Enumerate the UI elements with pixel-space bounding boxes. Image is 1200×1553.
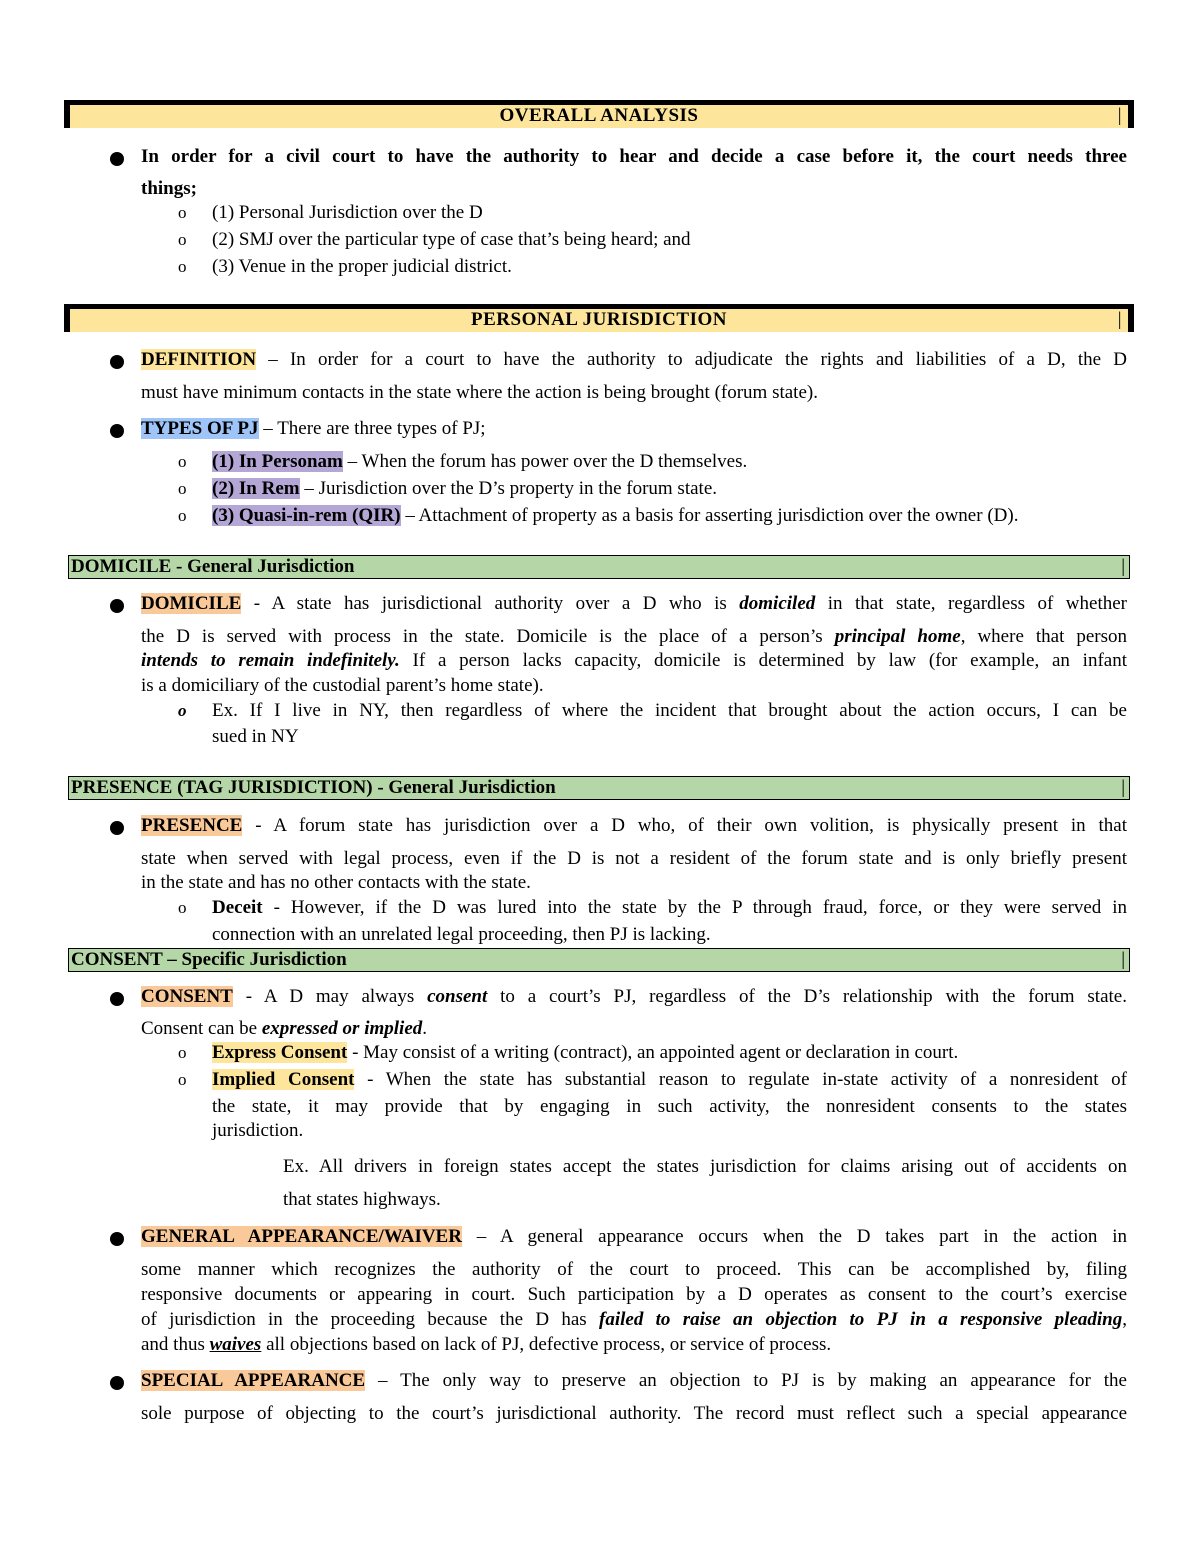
domicile-emphasis: intends to remain indefinitely.: [141, 650, 400, 671]
general-appearance-emphasis: waives: [209, 1334, 262, 1355]
general-appearance-text: of jurisdiction in the proceeding because the D has: [141, 1309, 600, 1330]
special-appearance-line1: [141, 1369, 1127, 1393]
implied-consent-line3: jurisdiction.: [212, 1120, 304, 1141]
bullet-icon: [110, 424, 124, 438]
presence-term: PRESENCE: [141, 815, 243, 836]
presence-line2: state when served with legal process, even if the D is not a resident of the forum state and is only briefly present: [141, 848, 1127, 869]
general-appearance-text: and thus: [141, 1334, 210, 1355]
types-text: – There are three types of PJ;: [258, 418, 486, 439]
sub-bullet-icon: o: [178, 701, 187, 720]
special-appearance-text: – The only way to preserve an objection to PJ is by making an appearance for the: [365, 1370, 1127, 1391]
type-term: (1) In Personam: [212, 451, 343, 472]
pj-types-line: [141, 417, 486, 441]
presence-line3: in the state and has no other contacts with the state.: [141, 872, 531, 893]
domicile-example-line2: sued in NY: [212, 726, 299, 747]
sub-bullet-icon: o: [178, 506, 187, 525]
deceit-term: Deceit: [212, 897, 263, 918]
bullet-icon: [110, 821, 124, 835]
domicile-emphasis: domiciled: [739, 593, 816, 614]
deceit-line2: connection with an unrelated legal proceeding, then PJ is lacking.: [212, 924, 711, 945]
implied-consent-line1: [212, 1068, 1127, 1092]
general-appearance-text: – A general appearance occurs when the D takes part in the action in: [461, 1226, 1127, 1247]
consent-line2: [141, 1017, 427, 1041]
general-appearance-text: ,: [1122, 1309, 1127, 1330]
bullet-icon: [110, 992, 124, 1006]
domicile-line4: is a domiciliary of the custodial parent’s home state).: [141, 675, 544, 696]
type-text: – Attachment of property as a basis for asserting jurisdiction over the owner (D).: [400, 505, 1019, 526]
pj-definition-line2: must have minimum contacts in the state where the action is being brought (forum state).: [141, 382, 818, 403]
general-appearance-line4: [141, 1308, 1127, 1332]
express-consent-line: [212, 1041, 958, 1065]
special-appearance-term: SPECIAL APPEARANCE: [141, 1370, 366, 1391]
domicile-example-line1: Ex. If I live in NY, then regardless of where the incident that brought about the action occurs, I can be: [212, 700, 1127, 721]
type-text: – Jurisdiction over the D’s property in the forum state.: [299, 478, 717, 499]
consent-section-bar: [68, 948, 1130, 972]
overall-item-2: (2) SMJ over the particular type of case that’s being heard; and: [212, 229, 691, 250]
presence-text: - A forum state has jurisdiction over a D who, of their own volition, is physically present in that: [242, 815, 1127, 836]
deceit-line1: [212, 896, 1127, 920]
pj-type-qir: [212, 504, 1018, 528]
overall-item-1: (1) Personal Jurisdiction over the D: [212, 202, 483, 223]
general-appearance-line1: [141, 1225, 1127, 1249]
domicile-text: the D is served with process in the state. Domicile is the place of a person’s: [141, 626, 835, 647]
domicile-title: DOMICILE - General Jurisdiction: [71, 556, 355, 577]
section-bar-end: |: [1121, 777, 1125, 798]
domicile-line3: [141, 649, 1127, 673]
consent-emphasis: consent: [427, 986, 488, 1007]
section-bar-end: |: [1121, 949, 1125, 970]
consent-example-line1: Ex. All drivers in foreign states accept the states jurisdiction for claims arising out of accidents on: [283, 1156, 1127, 1177]
consent-text: to a court’s PJ, regardless of the D’s relationship with the forum state.: [487, 986, 1127, 1007]
domicile-line1: [141, 592, 1127, 616]
sub-bullet-icon: o: [178, 257, 187, 276]
implied-consent-text: - When the state has substantial reason to regulate in-state activity of a nonresident of: [354, 1069, 1127, 1090]
consent-term: CONSENT: [141, 986, 233, 1007]
domicile-section-bar: [68, 555, 1130, 579]
pj-definition-line1: [141, 348, 1127, 372]
definition-text: – In order for a court to have the authority to adjudicate the rights and liabilities of a D, the D: [256, 349, 1127, 370]
type-text: – When the forum has power over the D themselves.: [342, 451, 748, 472]
domicile-line2: [141, 625, 1127, 649]
domicile-text: - A state has jurisdictional authority over a D who is: [241, 593, 740, 614]
bullet-icon: [110, 1232, 124, 1246]
consent-emphasis: expressed or implied: [261, 1018, 423, 1039]
consent-line1: [141, 985, 1127, 1009]
consent-title: CONSENT – Specific Jurisdiction: [71, 949, 347, 970]
special-appearance-line2: sole purpose of objecting to the court’s jurisdictional authority. The record must reflect such a special appearance: [141, 1403, 1127, 1424]
express-consent-term: Express Consent: [212, 1042, 348, 1063]
general-appearance-line5: [141, 1333, 831, 1357]
bullet-icon: [110, 152, 124, 166]
bullet-icon: [110, 599, 124, 613]
consent-text: - A D may always: [232, 986, 428, 1007]
presence-title: PRESENCE (TAG JURISDICTION) - General Jurisdiction: [71, 777, 556, 798]
consent-example-line2: that states highways.: [283, 1189, 441, 1210]
sub-bullet-icon: o: [178, 1070, 187, 1089]
general-appearance-text: all objections based on lack of PJ, defective process, or service of process.: [261, 1334, 832, 1355]
deceit-text: - However, if the D was lured into the state by the P through fraud, force, or they were served in: [262, 897, 1127, 918]
type-term: (2) In Rem: [212, 478, 300, 499]
pj-type-in-rem: [212, 477, 717, 501]
overall-intro-line1: In order for a civil court to have the authority to hear and decide a case before it, the court needs three: [141, 146, 1127, 167]
section-bar-end: |: [1121, 556, 1125, 577]
sub-bullet-icon: o: [178, 479, 187, 498]
sub-bullet-icon: o: [178, 1043, 187, 1062]
consent-text: .: [422, 1018, 428, 1039]
implied-consent-term: Implied Consent: [212, 1069, 355, 1090]
overall-intro-line2: things;: [141, 178, 197, 199]
personal-jurisdiction-heading: [64, 304, 1134, 332]
sub-bullet-icon: o: [178, 452, 187, 471]
overall-item-3: (3) Venue in the proper judicial district.: [212, 256, 512, 277]
general-appearance-line2: some manner which recognizes the authority of the court to proceed. This can be accomplished by, filing: [141, 1259, 1127, 1280]
bullet-icon: [110, 355, 124, 369]
pj-type-in-personam: [212, 450, 747, 474]
domicile-emphasis: principal home: [834, 626, 961, 647]
sub-bullet-icon: o: [178, 203, 187, 222]
types-term: TYPES OF PJ: [141, 418, 259, 439]
domicile-text: If a person lacks capacity, domicile is determined by law (for example, an infant: [399, 650, 1127, 671]
type-term: (3) Quasi-in-rem (QIR): [212, 505, 401, 526]
bullet-icon: [110, 1376, 124, 1390]
domicile-text: in that state, regardless of whether: [815, 593, 1127, 614]
express-consent-text: - May consist of a writing (contract), an appointed agent or declaration in court.: [347, 1042, 959, 1063]
domicile-term: DOMICILE: [141, 593, 242, 614]
heading-bar-end: |: [1117, 105, 1122, 126]
sub-bullet-icon: o: [178, 898, 187, 917]
general-appearance-line3: responsive documents or appearing in court. Such participation by a D operates as consent to the court’s exercise: [141, 1284, 1127, 1305]
consent-text: Consent can be: [141, 1018, 262, 1039]
sub-bullet-icon: o: [178, 230, 187, 249]
presence-section-bar: [68, 776, 1130, 800]
general-appearance-emphasis: failed to raise an objection to PJ in a responsive pleading: [599, 1309, 1123, 1330]
implied-consent-line2: the state, it may provide that by engaging in such activity, the nonresident consents to the states: [212, 1096, 1127, 1117]
heading-bar-end: |: [1117, 309, 1122, 330]
overall-analysis-title: OVERALL ANALYSIS: [499, 105, 699, 126]
overall-analysis-heading: [64, 100, 1134, 128]
definition-term: DEFINITION: [141, 349, 257, 370]
presence-line1: [141, 814, 1127, 838]
domicile-text: , where that person: [960, 626, 1128, 647]
general-appearance-term: GENERAL APPEARANCE/WAIVER: [141, 1226, 462, 1247]
pj-title: PERSONAL JURISDICTION: [471, 309, 727, 330]
